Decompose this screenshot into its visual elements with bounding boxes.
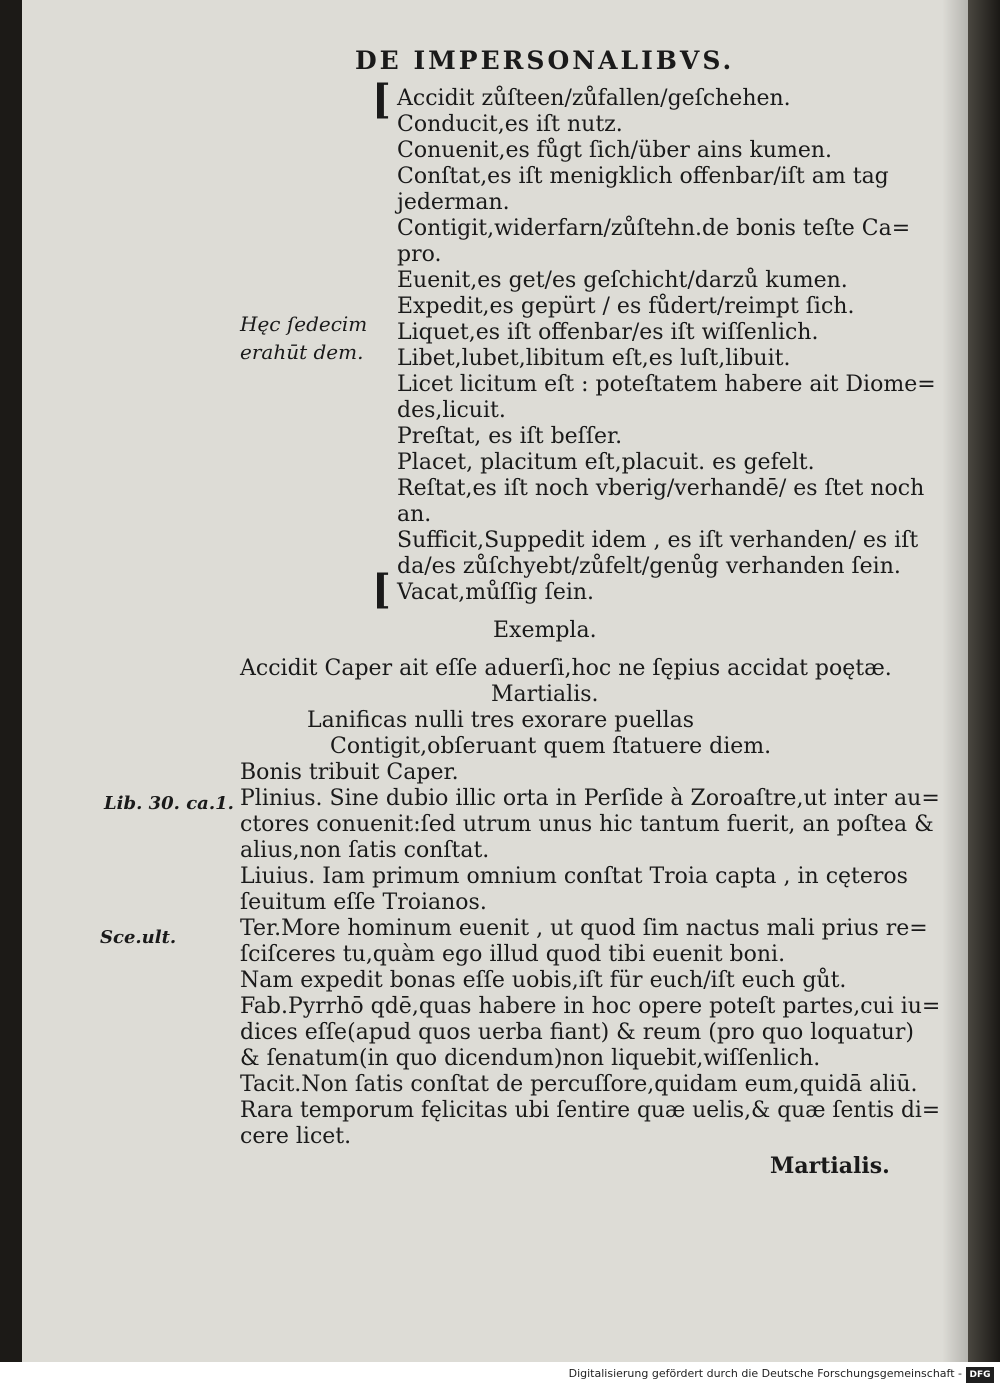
list-entry: Conſtat,es iſt menigklich offenbar/iſt am tag: [397, 164, 889, 189]
side-label-line: erahūt dem.: [240, 340, 364, 364]
list-entry: des,licuit.: [397, 398, 506, 423]
text-line: dices eſſe(apud quos uerba fiant) & reum (pro quo loquatur): [240, 1020, 914, 1045]
text-line: Martialis.: [491, 682, 599, 707]
text-line: Liuius. Iam primum omnium conſtat Troia capta , in cęteros: [240, 864, 908, 889]
margin-note: Sce.ult.: [100, 927, 177, 948]
list-entry: pro.: [397, 242, 442, 267]
list-entry: Libet,lubet,libitum eſt,es luſt,libuit.: [397, 346, 791, 371]
list-entry: Contigit,widerfarn/zůſtehn.de bonis teſte Ca=: [397, 216, 911, 241]
list-entry: Licet licitum eſt : poteſtatem habere ait Diome=: [397, 372, 936, 397]
text-line: Tacit.Non ſatis conſtat de percuſſore,quidam eum,quidā aliū.: [240, 1072, 918, 1097]
text-line: ctores conuenit:ſed utrum unus hic tantum fuerit, an poſtea &: [240, 812, 934, 837]
text-line: cere licet.: [240, 1124, 352, 1149]
list-entry: Sufficit,Suppedit idem , es iſt verhanden/ es iſt: [397, 528, 919, 553]
exempla-heading: Exempla.: [493, 618, 597, 643]
list-entry: jederman.: [397, 190, 510, 215]
list-entry: Reſtat,es iſt noch vberig/verhandē/ es ſtet noch: [397, 476, 925, 501]
list-entry: Euenit,es get/es geſchicht/darzů kumen.: [397, 268, 848, 293]
dfg-logo: DFG: [966, 1367, 994, 1383]
brace-top: [: [372, 76, 391, 123]
text-line: alius,non ſatis conſtat.: [240, 838, 490, 863]
text-line: & ſenatum(in quo dicendum)non liquebit,wiſſenlich.: [240, 1046, 821, 1071]
brace-bottom: [: [372, 566, 391, 613]
text-line: Rara temporum fęlicitas ubi ſentire quæ uelis,& quæ ſentis di=: [240, 1098, 941, 1123]
list-entry: Liquet,es iſt offenbar/es iſt wiſſenlich.: [397, 320, 819, 345]
text-line: Ter.More hominum euenit , ut quod ſim nactus mali prius re=: [240, 916, 928, 941]
list-entry: Preſtat, es iſt beſſer.: [397, 424, 623, 449]
text-line: ſeuitum eſſe Troianos.: [240, 890, 487, 915]
side-label-line: Hęc ſedecim: [240, 312, 368, 336]
list-entry: Accidit zůſteen/zůfallen/geſchehen.: [397, 86, 791, 111]
list-entry: Conuenit,es fůgt ſich/über ains kumen.: [397, 138, 833, 163]
text-line: Plinius. Sine dubio illic orta in Perſide à Zoroaſtre,ut inter au=: [240, 786, 940, 811]
footer-bar: [0, 1362, 1000, 1389]
text-line: Bonis tribuit Caper.: [240, 760, 459, 785]
text-line: Accidit Caper ait eſſe aduerſi,hoc ne ſępius accidat poętæ.: [240, 656, 892, 681]
footer-credit: Digitalisierung gefördert durch die Deutsche Forschungsgemeinschaft -: [568, 1367, 962, 1380]
text-line: Fab.Pyrrhō qdē,quas habere in hoc opere poteſt partes,cui iu=: [240, 994, 941, 1019]
page-title: DE IMPERSONALIBVS.: [355, 46, 735, 75]
list-entry: Placet, placitum eſt,placuit. es gefelt.: [397, 450, 815, 475]
book-page: [22, 0, 968, 1362]
list-entry: da/es zůſchyebt/zůfelt/genůg verhanden ſein.: [397, 554, 901, 579]
text-line: Nam expedit bonas eſſe uobis,iſt für euch/iſt euch gůt.: [240, 968, 847, 993]
list-entry: an.: [397, 502, 432, 527]
text-line: Contigit,obſeruant quem ſtatuere diem.: [330, 734, 772, 759]
list-entry: Vacat,můſſig ſein.: [397, 580, 595, 605]
list-entry: Conducit,es iſt nutz.: [397, 112, 623, 137]
catchword: Martialis.: [770, 1153, 890, 1179]
text-line: Lanificas nulli tres exorare puellas: [307, 708, 695, 733]
margin-note: Lib. 30. ca.1.: [104, 793, 234, 814]
list-entry: Expedit,es gepürt / es fůdert/reimpt ſich.: [397, 294, 855, 319]
text-line: ſciſceres tu,quàm ego illud quod tibi euenit boni.: [240, 942, 786, 967]
page-edge-shadow: [968, 0, 1000, 1362]
